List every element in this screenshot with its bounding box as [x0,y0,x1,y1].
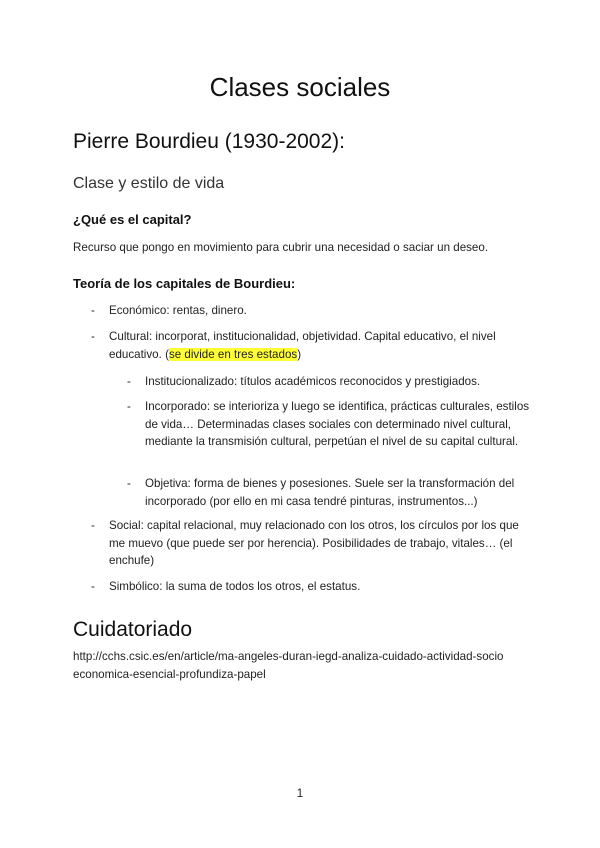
list-item-incorporado: Incorporado: se interioriza y luego se identifica, prácticas culturales, estilos de vida… Determinadas clases sociales con determinado nivel cultural, mediante la transmisión cultural, perpetúan el nivel de su capital cultural. [145,400,530,448]
subheading-clase-estilo: Clase y estilo de vida [73,175,225,192]
heading-que-es-capital: ¿Qué es el capital? [73,212,192,227]
bullet-dash: - [127,400,131,413]
heading-teoria-capitales: Teoría de los capitales de Bourdieu: [73,276,296,291]
list-item-cultural [109,328,529,363]
document-title: Clases sociales [209,72,391,102]
highlighted-text: se divide en tres estados [168,347,298,361]
page-number: 1 [296,787,304,800]
list-item-economico: Económico: rentas, dinero. [109,304,247,317]
bullet-dash: - [127,477,131,490]
list-item-institucionalizado: Institucionalizado: títulos académicos reconocidos y prestigiados. [145,375,481,388]
cultural-close: ) [297,347,302,361]
link-line-2[interactable]: economica-esencial-profundiza-papel [73,667,266,681]
list-item-social: Social: capital relacional, muy relacionado con los otros, los círculos por los que me muevo (que puede ser por herencia). Posibilidades de trabajo, vitales… (el enchufe) [109,519,519,567]
list-item-objetiva: Objetiva: forma de bienes y posesiones. Suele ser la transformación del incorporado (por ello en mi casa tendré pinturas, instrumentos...) [145,477,515,508]
bullet-dash: - [91,304,95,317]
cultural-text: Cultural: incorporat, institucionalidad, objetividad. Capital educativo, el nivel educativo. ( [109,330,496,361]
bullet-dash: - [91,330,95,343]
capital-definition: Recurso que pongo en movimiento para cubrir una necesidad o saciar un deseo. [73,241,489,254]
heading-bourdieu: Pierre Bourdieu (1930-2002): [73,130,345,153]
bullet-dash: - [127,375,131,388]
bullet-dash: - [91,580,95,593]
article-link[interactable] [73,648,533,683]
heading-cuidatoriado: Cuidatoriado [73,618,193,641]
list-item-simbolico: Simbólico: la suma de todos los otros, el estatus. [109,580,361,593]
bullet-dash: - [91,519,95,532]
link-line-1[interactable]: http://cchs.csic.es/en/article/ma-angeles-duran-iegd-analiza-cuidado-actividad-socio [73,650,504,663]
